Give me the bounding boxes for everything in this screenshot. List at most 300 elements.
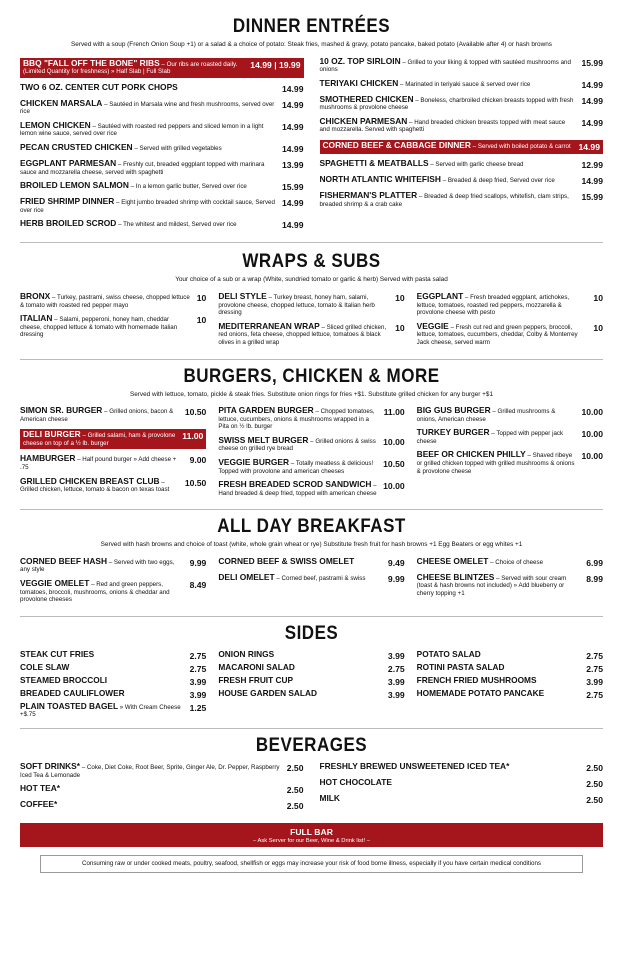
menu-item-price: 14.99 [581,95,603,106]
menu-item-name: POTATO SALAD [416,648,481,659]
menu-item-text [218,648,280,660]
menu-item-name: HOT TEA* [20,783,61,794]
menu-item-price: 6.99 [586,557,603,568]
menu-item-text [20,580,190,604]
menu-item-price: 10.00 [581,451,603,462]
menu-item-text [20,455,190,471]
menu-item-description: – Hand breaded & deep fried, topped with american cheese [218,482,377,497]
beverages-right [320,763,604,817]
menu-item-description: – Grilled mushrooms & onions, American cheese [416,408,556,423]
menu-item-description: – Eight jumbo breaded shrimp with cocktail sauce, Served over rice [20,199,275,214]
menu-item-price: 12.99 [581,160,603,171]
menu-item [20,648,207,661]
menu-item-text [417,407,582,423]
menu-item-price: 2.50 [586,763,603,773]
menu-item [416,555,603,568]
menu-item-description: – Served with garlic cheese bread [430,161,524,169]
menu-item-name: EGGPLANT PARMESAN [20,158,117,169]
menu-item-text [218,687,323,699]
menu-item [20,555,207,574]
menu-item [20,475,207,494]
menu-item-price: 8.49 [189,580,207,591]
menu-item-text [20,674,113,686]
menu-item-price: 2.50 [286,801,304,812]
menu-item-text [416,320,594,347]
menu-item-name: ITALIAN [20,313,53,324]
menu-item-name: DELI STYLE [218,290,267,301]
menu-item-price: 3.99 [387,689,405,700]
dinner-subtitle: Served with a soup (French Onion Soup +1) or a salad & a choice of potato: Steak fries, mashed & gravy, potato pancake, baked potato (Available after 4) or hash browns [71,41,552,48]
menu-item-name: DELI OMELET [218,571,275,582]
menu-item-price: 10 [395,322,405,333]
divider [20,509,603,510]
menu-item-name: MEDITERRANEAN WRAP [218,320,320,331]
menu-item [319,115,604,134]
menu-item-name: STEAK CUT FRIES [20,648,95,659]
menu-item-text [20,687,131,699]
menu-item-name: SIMON SR. BURGER [20,405,103,415]
dinner-left [20,58,304,237]
menu-item-name: CORNED BEEF HASH [20,555,108,566]
menu-item-name: SOFT DRINKS* [20,761,81,771]
menu-item-text [20,119,282,138]
menu-item-price: 10 [196,292,207,303]
menu-item-name: CORNED BEEF & SWISS OMELET [218,555,355,566]
menu-item [416,661,603,674]
menu-item [218,687,405,700]
menu-item-text [20,763,287,779]
menu-item-description: – Turkey, pastrami, swiss cheese, chopped lettuce & tomato with roasted red pepper mayo [20,293,190,309]
menu-item [218,456,405,475]
menu-item-price: 3.99 [586,676,603,687]
menu-item-name: HOMEMADE POTATO PANCAKE [416,687,545,698]
menu-item [320,140,604,154]
menu-item [320,176,604,186]
menu-item-name: HOT CHOCOLATE [319,777,392,787]
menu-item [20,97,304,116]
menu-item-price: 9.99 [387,573,405,584]
menu-item-description: – Coke, Diet Coke, Root Beer, Sprite, Ginger Ale, Dr. Pepper, Raspberry Iced Tea & Lemonade [20,764,280,779]
menu-item-description: – Freshly cut, breaded eggplant topped with marinara sauce and mozzarella cheese, served with spaghetti [20,161,265,176]
dinner-grid [20,55,603,237]
menu-item-price: 2.50 [586,779,603,789]
menu-item-price: 10 [196,315,207,326]
menu-item-text [20,661,75,673]
menu-item-name: CHICKEN PARMESAN [319,115,408,126]
menu-item-description: – Corned beef, pastrami & swiss [276,574,366,582]
menu-item-name: FRESH BREADED SCROD SANDWICH [218,479,372,490]
menu-item-name: SPAGHETTI & MEATBALLS [319,158,429,169]
menu-item [20,182,304,192]
menu-item-price: 3.99 [189,676,207,687]
menu-item-name: BREADED CAULIFLOWER [20,687,125,698]
menu-item [20,144,304,154]
menu-item-text [20,407,185,423]
full-bar-banner [20,823,603,847]
menu-item-text [20,315,197,339]
menu-item-text [320,160,530,169]
menu-item-description: – Served with two eggs, any style [20,558,175,574]
full-bar-title: FULL BAR [290,827,333,838]
menu-item-price: 10.50 [184,407,207,417]
menu-page [20,16,603,873]
menu-item-name: 10 OZ. TOP SIRLOIN [319,55,401,66]
menu-item-description: – Breaded & deep fried scallops, whitefish, clam strips, breaded shrimp & a crab cake [319,193,569,208]
divider [20,728,603,729]
menu-item-price: 10.50 [383,458,405,469]
menu-item-text [416,661,511,673]
menu-item-name: HERB BROILED SCROD [20,218,117,229]
menu-item-text [20,97,282,116]
menu-item-text [20,182,253,191]
menu-item-text [416,571,587,598]
menu-item-name: STEAMED BROCCOLI [20,674,108,685]
menu-item-price: 10 [593,292,603,303]
menu-item-name: MACARONI SALAD [218,661,295,672]
menu-item-price: 14.99 [578,142,600,153]
menu-item [20,119,304,138]
menu-item-price: 14.99 [281,144,304,155]
menu-item-name: FRIED SHRIMP DINNER [20,196,115,207]
menu-item-price: 2.75 [189,663,207,674]
menu-item-name: CHEESE BLINTZES [416,571,495,582]
menu-item-name: BROILED LEMON SALMON [20,180,129,191]
menu-item [20,674,207,687]
menu-item-description: – Sliced grilled chicken, red onions, feta cheese, chopped lettuce, tomatoes & black olives in a grilled wrap [218,323,387,346]
menu-item-text [20,198,282,214]
menu-item-description: – Fresh cut red and green peppers, broccoli, lettuce, tomatoes, cucumbers, cheddar, Colby & Monterrey Jack cheese, served warm [416,323,578,346]
menu-item-text [218,434,383,453]
menu-item [416,687,603,700]
menu-item [218,434,405,453]
menu-item [416,674,603,687]
menu-item-price: 2.50 [286,763,304,773]
menu-item [20,315,206,339]
menu-item-text [20,81,184,93]
menu-item [218,290,405,317]
menu-item-description: – Chopped tomatoes, lettuce, cucumbers, onions & mushrooms wrapped in a Pita on ½ lb. burger [218,408,375,431]
sides-title: SIDES [284,621,339,644]
menu-item-description: – Red and green peppers, tomatoes, broccoli, mushrooms, onions & cheddar and provolone cheeses [20,581,170,604]
menu-item-price: 2.75 [189,650,207,661]
menu-item-price: 14.99 [281,99,304,110]
menu-item-text [218,555,360,567]
menu-item [20,290,207,309]
menu-item-price: 2.75 [586,663,603,674]
menu-item [218,661,405,674]
menu-item-price: 10.00 [383,481,405,492]
wraps-col-2 [218,290,405,353]
menu-item-name: CORNED BEEF & CABBAGE DINNER [322,140,471,151]
menu-item-price: 10 [593,322,603,333]
menu-item-name: FRESHLY BREWED UNSWEETENED ICED TEA* [319,761,510,771]
menu-item-text [320,176,561,185]
menu-item-text [319,93,582,112]
menu-item [320,779,604,789]
menu-item [20,220,304,230]
menu-item-price: 15.99 [281,182,304,193]
menu-item-price: 15.99 [581,192,603,203]
burgers-grid [20,407,603,503]
menu-item-price: 14.99 [281,198,304,209]
beverages-title: BEVERAGES [255,733,368,756]
menu-item-text [218,571,371,583]
menu-item-description: – The whitest and mildest, Served over rice [118,221,237,229]
menu-item-name: PLAIN TOASTED BAGEL [20,700,119,711]
breakfast-grid [20,555,603,610]
menu-item-description: – Topped with pepper jack cheese [416,430,564,445]
menu-item-name: GRILLED CHICKEN BREAST CLUB [20,475,160,486]
menu-item-price: 10 [395,292,405,303]
menu-item [319,55,604,74]
wraps-grid [20,290,603,353]
menu-item-description: – Totally meatless & delicious! Topped with provolone and american cheeses [218,459,374,475]
menu-item-price: 14.99 [581,117,603,128]
menu-item [416,648,603,661]
menu-item-text [20,475,185,494]
menu-item-description: – Served with grilled vegetables [134,145,222,153]
menu-item-text [416,555,549,567]
food-safety-notice: Consuming raw or under cooked meats, poultry, seafood, shellfish or eggs may increase your risk of food borne illness, especially if you have certain medical conditions [40,855,583,873]
menu-item-name: VEGGIE [416,320,449,331]
menu-item-price: 14.99 [581,176,603,187]
menu-item [20,160,304,176]
menu-item-price: 2.75 [586,689,603,700]
menu-item [218,674,405,687]
wraps-subtitle: Your choice of a sub or a wrap (White, sundried tomato or garlic & herb) Served with pasta salad [175,276,448,284]
menu-item-name: PECAN CRUSTED CHICKEN [20,142,133,153]
menu-item [218,571,405,584]
menu-item [320,160,604,170]
menu-item-name: BEEF OR CHICKEN PHILLY [416,449,526,460]
menu-item-description: » With Cream Cheese +$.75 [20,703,181,719]
divider [20,242,603,243]
menu-item [218,320,405,347]
menu-item [20,687,207,700]
divider [20,359,603,360]
menu-item [320,795,604,805]
menu-item-text [218,481,383,497]
menu-item-name: TURKEY BURGER [416,427,490,438]
menu-item-name: FISHERMAN'S PLATTER [319,190,418,201]
menu-item [319,77,604,90]
menu-item-text [20,801,63,810]
breakfast-subtitle: Served with hash browns and choice of toast (white, whole grain wheat or rye) Substitute fresh fruit for hash browns +1 Egg Beaters or egg whites +1 [100,541,523,549]
menu-item-description: – Sautéed in Marsala wine and fresh mushrooms, served over rice [20,100,275,116]
divider [20,616,603,617]
menu-item-description: – Turkey breast, honey ham, salami, provolone cheese, chopped lettuce, tomato & Italian herb dressing [218,293,375,317]
menu-item-name: COFFEE* [20,799,58,810]
menu-item-description: – Salami, pepperoni, honey ham, cheddar cheese, chopped lettuce & tomato with homemade Italian dressing [20,316,178,339]
menu-item-text [218,290,395,317]
menu-item-description: – Grilled chicken, lettuce, tomato & bacon on texas toast [20,478,170,494]
menu-item-text [323,142,577,151]
menu-item-text [23,431,182,447]
menu-item-name: BRONX [20,290,51,301]
menu-item [417,451,603,475]
menu-item-description: – Grilled salami, ham & provolone cheese on top of a ½ lb. burger [23,432,176,447]
menu-item-text [416,674,543,686]
menu-item [218,407,404,431]
menu-item-text [416,290,594,317]
menu-item-description: – Half pound burger » Add cheese + .75 [20,456,177,471]
menu-item [417,429,603,445]
menu-item-text [20,144,228,153]
menu-item-price: 8.99 [586,573,603,584]
menu-item-description: – In a lemon garlic butter, Served over rice [130,183,247,191]
menu-item-price: 1.25 [189,702,207,713]
menu-item [20,455,206,471]
menu-item-name: LEMON CHICKEN [20,119,91,130]
menu-item-price: 2.75 [387,663,405,674]
menu-item-text [319,55,582,74]
menu-item-text [218,661,301,673]
menu-item-text [20,555,190,574]
menu-item-text [417,451,582,475]
menu-item-price: 9.49 [387,557,405,568]
menu-item [20,81,304,94]
menu-item-price: 2.50 [586,795,603,805]
menu-item-name: VEGGIE OMELET [20,578,90,589]
menu-item-price: 10.00 [581,407,603,417]
menu-item-price: 14.99 [581,79,603,90]
burgers-col-1 [20,407,206,503]
menu-item-text [417,429,582,445]
menu-item [20,58,304,78]
menu-item [20,785,304,795]
menu-item-name: VEGGIE BURGER [218,456,290,467]
menu-item-text [20,700,190,719]
menu-item [20,198,304,214]
menu-item-price: 3.99 [189,689,207,700]
menu-item-text [320,192,582,208]
menu-item [20,700,207,719]
menu-item-text [20,648,100,660]
menu-item-name: COLE SLAW [20,661,70,672]
full-bar-subtitle: – Ask Server for our Beer, Wine & Drink list! – [253,838,370,845]
menu-item [218,648,405,661]
menu-item [416,320,603,347]
menu-item-text [319,115,582,134]
menu-item-text [416,687,551,699]
menu-item-text [20,290,197,309]
menu-item [320,192,604,208]
menu-item-name: CHICKEN MARSALA [20,97,103,108]
menu-item-description: – Marinated in teriyaki sauce & served over rice [400,80,531,88]
menu-item-description: – Hand breaded chicken breasts topped with meat sauce and mozzarella. Served with spaghetti [319,118,566,134]
menu-item-description: – Choice of cheese [490,558,544,566]
menu-item-price: 9.00 [189,455,207,466]
menu-item-name: EGGPLANT [416,290,464,301]
menu-item-text [218,456,383,475]
menu-item-name: DELI BURGER [23,429,81,440]
menu-item-text [218,674,299,686]
menu-item-price: 15.99 [581,57,603,68]
menu-item-text [320,779,398,788]
burgers-title: BURGERS, CHICKEN & MORE [183,364,440,386]
menu-item-name: TWO 6 OZ. CENTER CUT PORK CHOPS [20,81,178,92]
burgers-col-2 [218,407,404,503]
menu-item-price: 11.00 [182,431,204,442]
menu-item-name: HOUSE GARDEN SALAD [218,687,317,698]
menu-item [20,763,304,779]
menu-item-description: – Boneless, charbroiled chicken breasts topped with fresh mushrooms & provolone cheese [319,96,574,112]
menu-item-text [218,407,383,431]
menu-item [218,481,404,497]
menu-item-price: 9.99 [189,557,207,568]
menu-item-name: PITA GARDEN BURGER [218,405,314,415]
menu-item-name: FRESH FRUIT CUP [218,674,294,685]
menu-item-price: 14.99 | 19.99 [250,59,301,70]
menu-item-description: – Sautéed with roasted red peppers and sliced lemon in a light lemon wine sauce, served over rice [20,122,264,138]
menu-item-name: CHEESE OMELET [416,555,489,566]
menu-item-price: 11.00 [383,407,405,417]
menu-item-text [218,320,395,347]
menu-item-name: BBQ "FALL OFF THE BONE" RIBS [23,57,160,68]
menu-item-description: – Served with boiled potato & carrot [472,143,571,151]
sides-col-1 [20,648,207,722]
menu-item [20,661,207,674]
menu-item-text [416,648,487,660]
menu-item-price: 13.99 [281,160,304,171]
menu-item-description: – Grilled to your liking & topped with sautéed mushrooms and onions [319,58,571,74]
menu-item-price: 10.00 [383,436,405,447]
menu-item-name: SWISS MELT BURGER [218,434,309,445]
menu-item-price: 2.50 [286,785,304,796]
menu-item [416,290,603,317]
breakfast-col-1 [20,555,207,610]
menu-item-description: – Served with sour cream (toast & hash browns not included) » Add blueberry or cherry topping +1 [416,574,567,598]
menu-item-name: MILK [319,793,340,803]
menu-item-text [320,763,516,772]
dinner-right [319,55,604,237]
menu-item-text [20,160,282,176]
menu-item-description: – Our ribs are roasted daily. (Limited Quantity for freshness) » Half Slab | Full Slab [23,60,238,76]
menu-item-price: 10.00 [581,429,603,440]
breakfast-col-3 [416,555,603,610]
menu-item-name: SMOTHERED CHICKEN [319,93,414,104]
wraps-col-1 [20,290,207,353]
menu-item-name: HAMBURGER [20,453,76,464]
burgers-col-3 [417,407,603,503]
breakfast-title: ALL DAY BREAKFAST [217,514,406,537]
menu-item-price: 2.75 [586,650,603,661]
sides-col-3 [416,648,603,722]
breakfast-col-2 [218,555,405,610]
menu-item [20,407,206,423]
menu-item-name: ONION RINGS [218,648,275,659]
menu-item-text [319,77,537,89]
menu-item-price: 3.99 [387,650,405,661]
menu-item-description: – Grilled onions, bacon & American cheese [20,408,174,423]
menu-item-name: ROTINI PASTA SALAD [416,661,505,672]
menu-item-text [20,785,66,794]
menu-item-description: – Fresh breaded eggplant, artichokes, lettuce, tomatoes, roasted red peppers, mozzarella & provolone cheese with pesto [416,293,570,317]
wraps-col-3 [416,290,603,353]
burgers-subtitle: Served with lettuce, tomato, pickle & steak fries. Substitute onion rings for fries +$1. Substitute grilled chicken for any burger +$1 [129,390,494,398]
menu-item-price: 14.99 [281,121,304,132]
beverages-left [20,763,304,817]
menu-item-price: 14.99 [281,220,304,231]
menu-item-text [320,795,346,804]
menu-item-text [20,220,243,229]
menu-item [319,93,604,112]
menu-item [20,801,304,811]
menu-item [20,429,206,449]
menu-item-name: BIG GUS BURGER [416,405,491,415]
menu-item-description: – Breaded & deep fried, Served over rice [442,177,555,185]
menu-item-description: – Grilled onions & swiss cheese on grilled rye bread [218,437,376,453]
